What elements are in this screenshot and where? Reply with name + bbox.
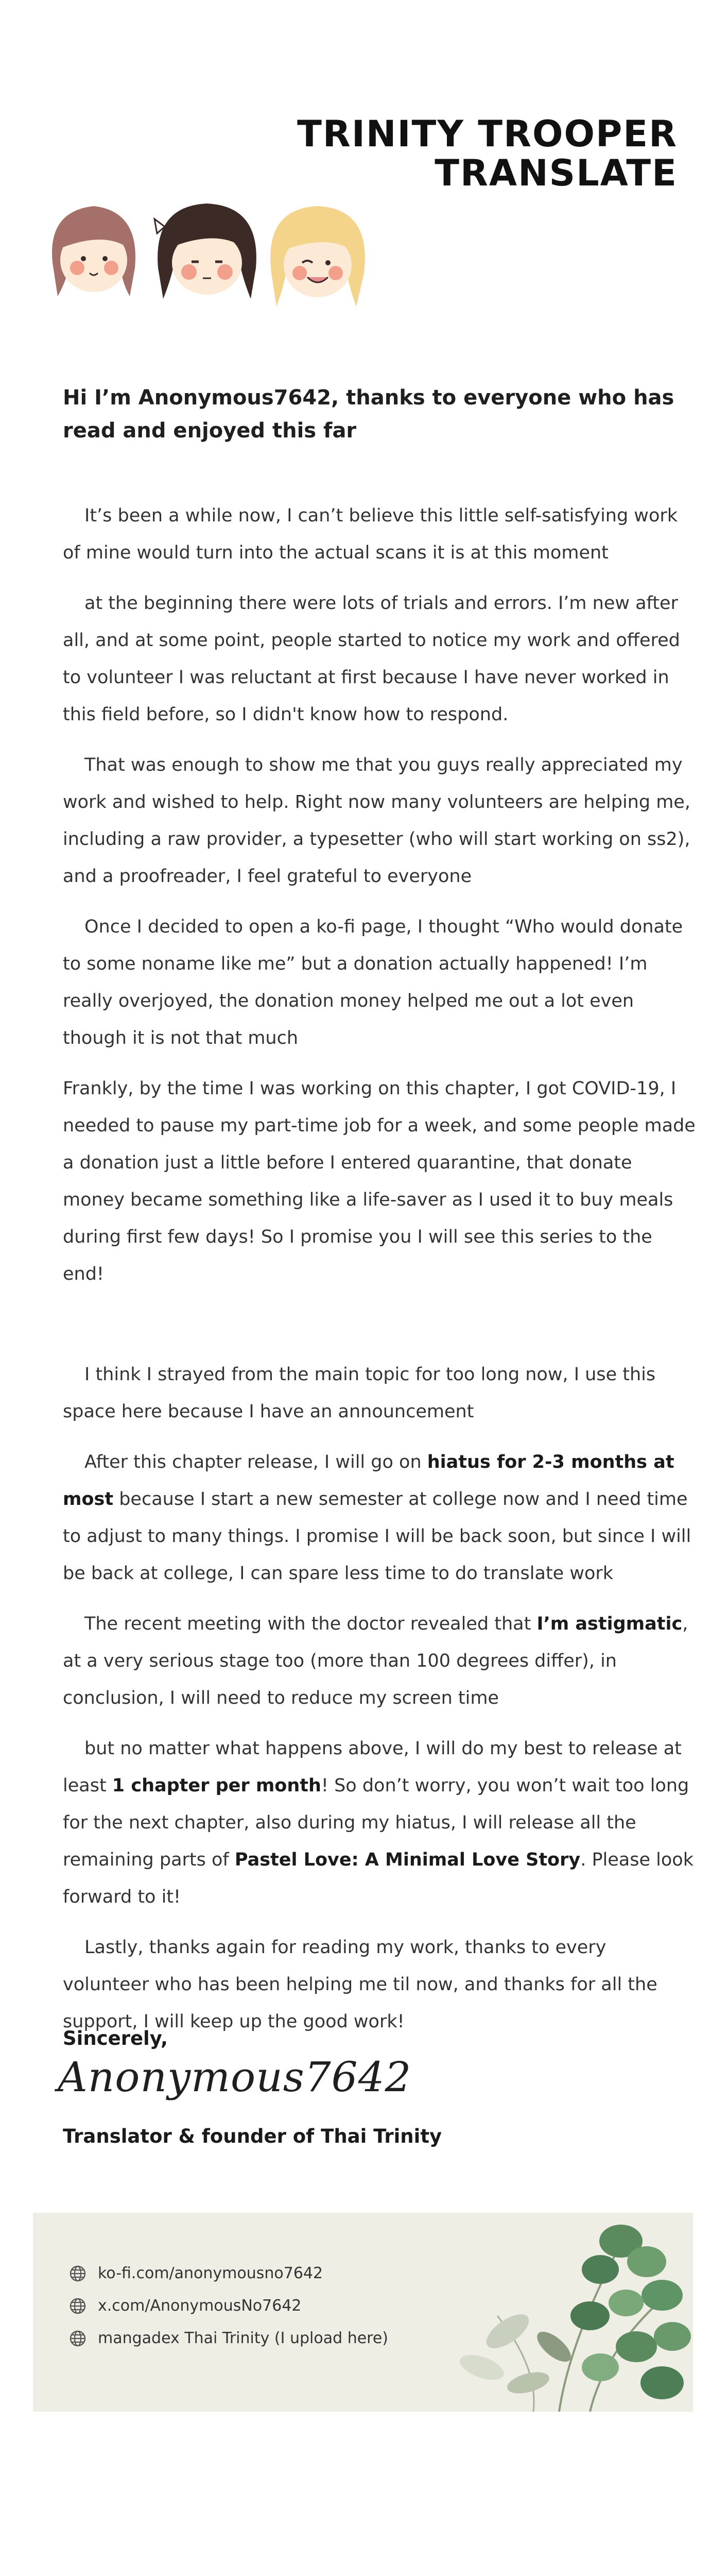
text-run: After this chapter release, I will go on (84, 1452, 427, 1472)
text-run: because I start a new semester at college now and I need time to adjust to many things. I promise I will be back soon, but since I will be back at college, I can spare less time to do translate work (63, 1489, 691, 1584)
author-role: Translator & founder of Thai Trinity (63, 2125, 442, 2147)
signature: Anonymous7642 (58, 2053, 412, 2101)
footer-links-panel (33, 2213, 693, 2412)
signoff: Sincerely, (63, 2027, 168, 2049)
eucalyptus-leaves-icon (405, 2213, 693, 2412)
paragraph: Lastly, thanks again for reading my work, thanks to every volunteer who has been helping me til now, and thanks for all the support, I will keep up the good work! (63, 1937, 657, 2032)
paragraph: I think I strayed from the main topic for too long now, I use this space here because I have an announcement (63, 1364, 656, 1422)
release-rate-emphasis: 1 chapter per month (112, 1775, 321, 1796)
globe-icon (69, 2265, 86, 2282)
announcement-body (63, 1356, 696, 2054)
paragraph: Frankly, by the time I was working on this chapter, I got COVID-19, I needed to pause my part-time job for a week, and some people made a donation just a little before I entered quarantine, that donate money became something like a life-saver as I used it to buy meals during first few days! So I promise you I will see this series to the end! (63, 1078, 696, 1284)
paragraph: It’s been a while now, I can’t believe this little self-satisfying work of mine would turn into the actual scans it is at this moment (63, 505, 678, 563)
series-title-emphasis: Pastel Love: A Minimal Love Story (234, 1850, 581, 1870)
link-text[interactable]: x.com/AnonymousNo7642 (98, 2297, 302, 2315)
face-dark-hair-icon (154, 204, 256, 299)
paragraph: Once I decided to open a ko-fi page, I thought “Who would donate to some noname like me” but a donation actually happened! I’m really overjoyed, the donation money helped me out a lot even though it is not that much (63, 917, 683, 1048)
greeting-heading: Hi I’m Anonymous7642, thanks to everyone who has read and enjoyed this far (63, 386, 674, 443)
link-mangadex[interactable] (69, 2329, 388, 2347)
paragraph (63, 1730, 696, 1916)
text-run: . Please look forward to it! (63, 1850, 694, 1907)
text-run: The recent meeting with the doctor revealed that (84, 1614, 537, 1634)
chibi-faces-illustration (42, 191, 372, 314)
text-run: , at a very serious stage too (more than 100 degrees differ), in conclusion, I will need to reduce my screen time (63, 1614, 688, 1708)
link-kofi[interactable] (69, 2264, 323, 2282)
astigmatic-emphasis: I’m astigmatic (536, 1614, 683, 1634)
face-brown-hair-icon (52, 206, 135, 296)
text-run: but no matter what happens above, I will do my best to release at least (63, 1738, 682, 1796)
link-text[interactable]: mangadex Thai Trinity (I upload here) (98, 2329, 388, 2347)
text-run: ! So don’t worry, you won’t wait too long for the next chapter, also during my hiatus, I will release all the remaining parts of (63, 1775, 689, 1870)
paragraph: That was enough to show me that you guys really appreciated my work and wished to help. Right now many volunteers are helping me, including a raw provider, a typesetter (who will start working on ss2), and a proofreader, I feel grateful to everyone (63, 755, 690, 887)
title-line-2: TRANSLATE (435, 152, 678, 194)
link-text[interactable]: ko-fi.com/anonymousno7642 (98, 2264, 323, 2282)
page-title (297, 114, 678, 193)
title-line-1: TRINITY TROOPER (297, 113, 678, 155)
globe-icon (69, 2330, 86, 2347)
link-x[interactable] (69, 2297, 302, 2315)
globe-icon (69, 2297, 86, 2315)
letter-body (63, 497, 696, 1306)
face-blonde-hair-icon (270, 206, 365, 307)
paragraph: at the beginning there were lots of trials and errors. I’m new after all, and at some point, people started to notice my work and offered to volunteer I was reluctant at first because I have never worked in this field before, so I didn't know how to respond. (63, 593, 680, 725)
paragraph (63, 1605, 696, 1717)
hiatus-emphasis: hiatus for 2-3 months at most (63, 1452, 674, 1510)
paragraph (63, 1444, 696, 1592)
